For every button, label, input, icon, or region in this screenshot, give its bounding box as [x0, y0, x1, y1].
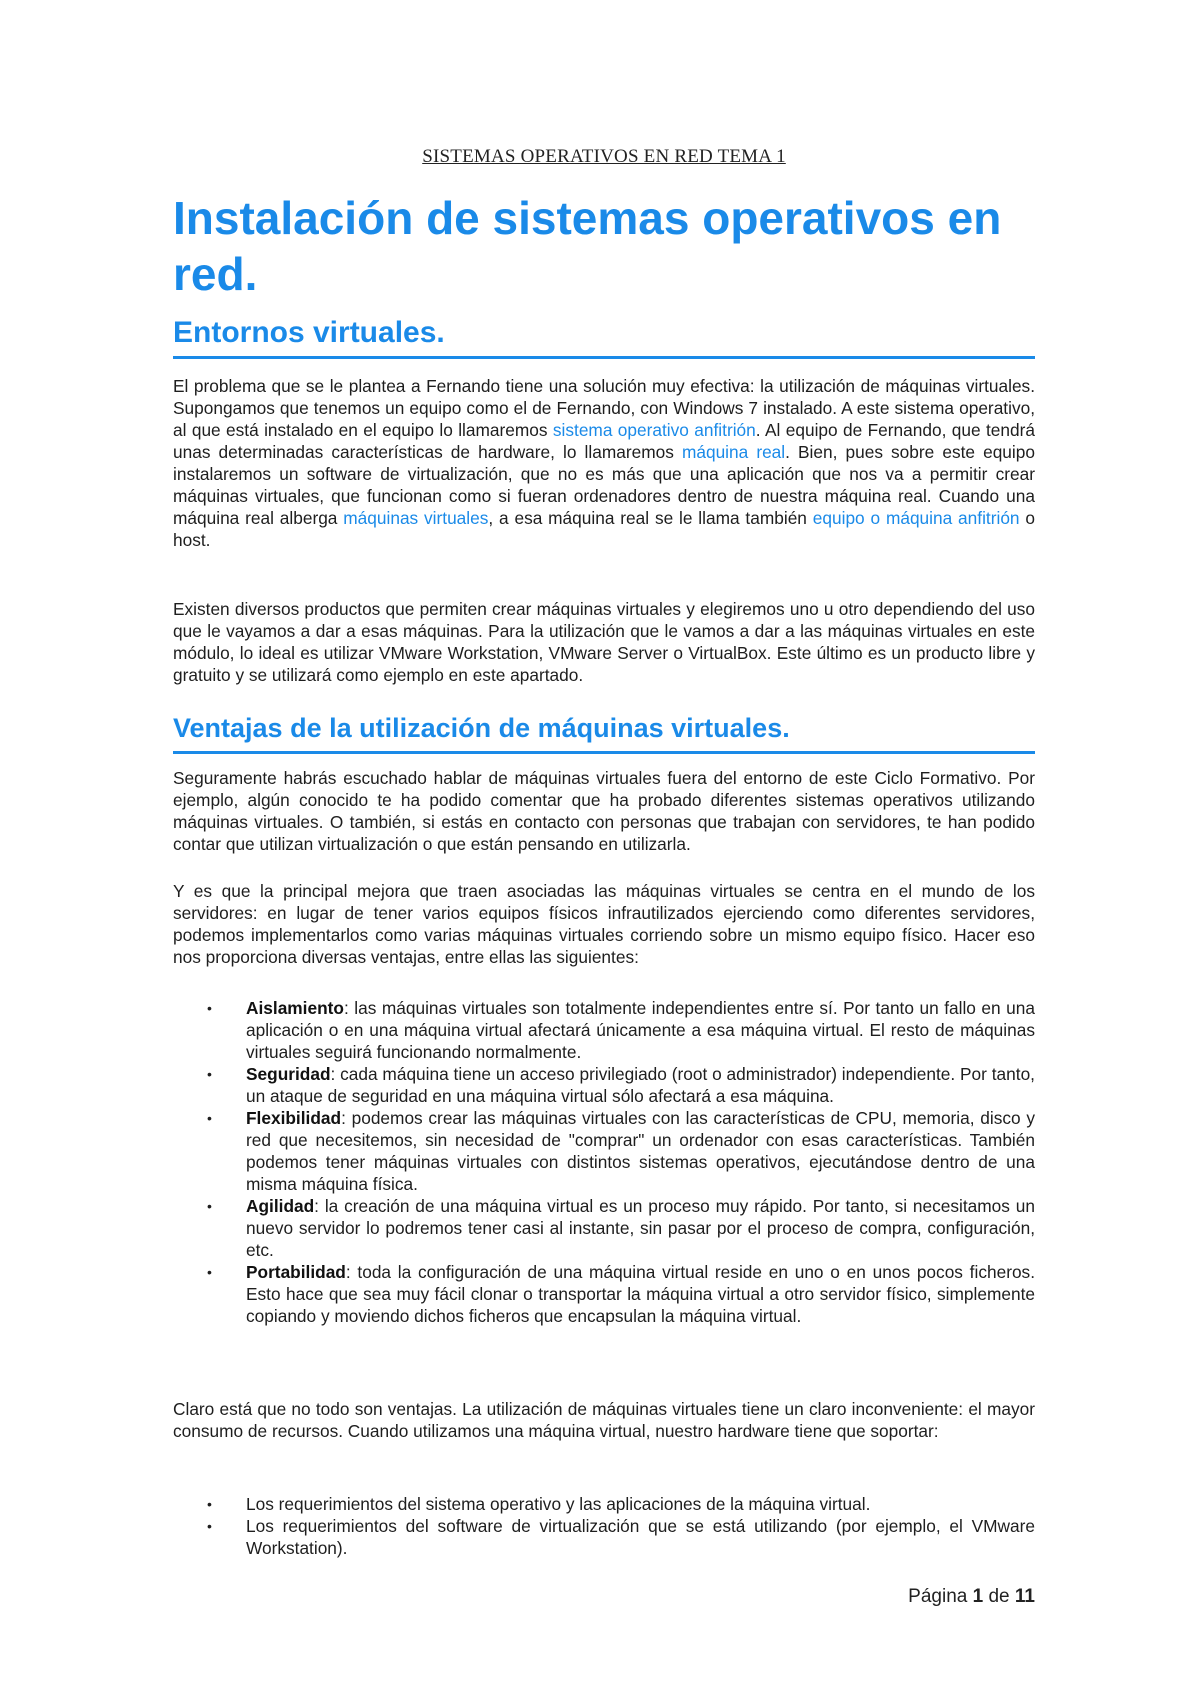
bullet-icon: • — [207, 1110, 212, 1126]
advantage-term: Aislamiento — [246, 998, 344, 1018]
page-label: Página — [908, 1586, 968, 1607]
requirement-text: Los requerimientos del software de virtualización que se está utilizando (por ejemplo, el VMware Workstation). — [246, 1516, 1035, 1558]
text-run: . Al equipo de Fernando, que tendrá unas determinadas características de hardware, lo llamaremos — [173, 420, 1035, 462]
paragraph-servers: Y es que la principal mejora que traen asociadas las máquinas virtuales se centra en el mundo de los servidores: en lugar de tener varios equipos físicos infrautilizados ejerciendo como diferentes servidores, podemos implementarlos como varias máquinas virtuales corriendo sobre un mismo equipo físico. Hacer eso nos proporciona diversas ventajas, entre ellas las siguientes: — [173, 881, 1035, 967]
advantage-text: : podemos crear las máquinas virtuales con las características de CPU, memoria, disco y red que necesitemos, sin necesidad de "comprar" un ordenador con esas características. También podemos tener máquinas virtuales con distintos sistemas operativos, ejecutándose dentro de una misma máquina física. — [246, 1108, 1035, 1194]
highlight-term: sistema operativo anfitrión — [552, 420, 756, 440]
requirements-list — [173, 1493, 1035, 1559]
bullet-icon: • — [207, 1518, 212, 1534]
highlight-term: máquinas virtuales — [343, 508, 489, 528]
list-item — [173, 1515, 1035, 1559]
paragraph-ventajas-intro: Seguramente habrás escuchado hablar de máquinas virtuales fuera del entorno de este Ciclo Formativo. Por ejemplo, algún conocido te ha podido comentar que ha probado diferentes sistemas operativos utilizando máquinas virtuales. O también, si estás en contacto con personas que trabajan con servidores, te han podido contar que utilizan virtualización o que están pensando en utilizarla. — [173, 768, 1035, 854]
list-item — [173, 997, 1035, 1063]
bullet-icon: • — [207, 1496, 212, 1512]
total-pages: 11 — [1014, 1586, 1035, 1607]
list-item — [173, 1107, 1035, 1195]
page-title: Instalación de sistemas operativos en red. — [173, 192, 1002, 300]
section-heading-ventajas: Ventajas de la utilización de máquinas virtuales. — [173, 711, 1035, 754]
advantage-term: Seguridad — [246, 1064, 331, 1084]
text-run: , a esa máquina real se le llama también — [488, 508, 813, 528]
advantage-term: Agilidad — [246, 1196, 315, 1216]
bullet-icon: • — [207, 1000, 212, 1016]
page-footer — [908, 1586, 1035, 1608]
course-header: SISTEMAS OPERATIVOS EN RED TEMA 1 — [422, 146, 786, 167]
paragraph-inconvenience: Claro está que no todo son ventajas. La utilización de máquinas virtuales tiene un claro inconveniente: el mayor consumo de recursos. Cuando utilizamos una máquina virtual, nuestro hardware tiene que soportar: — [173, 1399, 1035, 1441]
highlight-term: máquina real — [681, 442, 786, 462]
advantage-text: : cada máquina tiene un acceso privilegiado (root o administrador) independiente. Por tanto, un ataque de seguridad en una máquina virtual sólo afectará a esa máquina. — [246, 1064, 1035, 1106]
requirement-text: Los requerimientos del sistema operativo y las aplicaciones de la máquina virtual. — [246, 1494, 871, 1514]
advantages-list — [173, 997, 1035, 1327]
advantage-text: : toda la configuración de una máquina virtual reside en uno o en unos pocos ficheros. Esto hace que sea muy fácil clonar o transportar la máquina virtual a otro servidor físico, simplemente copiando y moviendo dichos ficheros que encapsulan la máquina virtual. — [246, 1262, 1035, 1326]
paragraph-intro — [173, 375, 1035, 551]
list-item — [173, 1261, 1035, 1327]
bullet-icon: • — [207, 1264, 212, 1280]
page-number: 1 — [972, 1586, 984, 1607]
advantage-text: : la creación de una máquina virtual es un proceso muy rápido. Por tanto, si necesitamos un nuevo servidor lo podremos tener casi al instante, sin pasar por el proceso de compra, configuración, etc. — [246, 1196, 1035, 1260]
section-heading-entornos: Entornos virtuales. — [173, 316, 1035, 359]
bullet-icon: • — [207, 1066, 212, 1082]
text-run: o host. — [173, 508, 1035, 550]
text-run: . Bien, pues sobre este equipo instalaremos un software de virtualización, que no es más que una aplicación que nos va a permitir crear máquinas virtuales, que funcionan como si fueran ordenadores dentro de nuestra máquina real. Cuando una máquina real alberga — [173, 442, 1035, 528]
advantage-text: : las máquinas virtuales son totalmente independientes entre sí. Por tanto un fallo en una aplicación o en una máquina virtual afectará únicamente a esa máquina virtual. El resto de máquinas virtuales seguirá funcionando normalmente. — [246, 998, 1035, 1062]
of-label: de — [988, 1586, 1010, 1607]
advantage-term: Flexibilidad — [246, 1108, 342, 1128]
paragraph-products: Existen diversos productos que permiten crear máquinas virtuales y elegiremos uno u otro dependiendo del uso que le vayamos a dar a esas máquinas. Para la utilización que le vamos a dar a las máquinas virtuales en este módulo, lo ideal es utilizar VMware Workstation, VMware Server o VirtualBox. Este último es un producto libre y gratuito y se utilizará como ejemplo en este apartado. — [173, 599, 1035, 685]
advantage-term: Portabilidad — [246, 1262, 346, 1282]
list-item — [173, 1195, 1035, 1261]
list-item — [173, 1063, 1035, 1107]
bullet-icon: • — [207, 1198, 212, 1214]
list-item — [173, 1493, 1035, 1515]
highlight-term: equipo o máquina anfitrión — [812, 508, 1020, 528]
text-run: El problema que se le plantea a Fernando tiene una solución muy efectiva: la utilización de máquinas virtuales. Supongamos que tenemos un equipo como el de Fernando, con Windows 7 instalado. A este sistema operativo, al que está instalado en el equipo lo llamaremos — [173, 376, 1035, 440]
